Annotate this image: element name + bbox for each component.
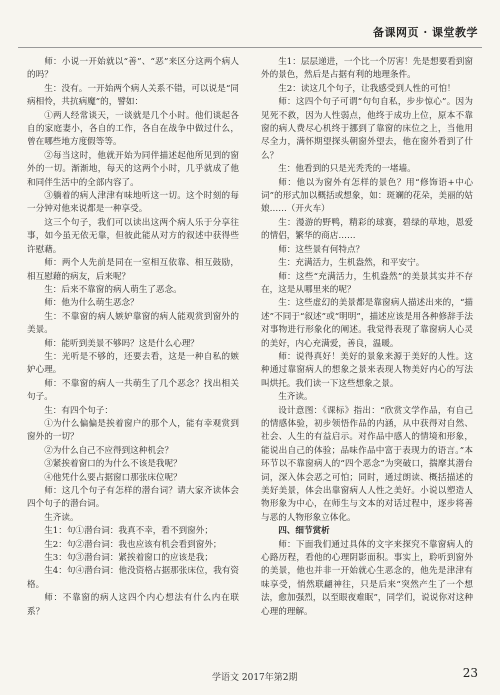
right-paragraph: 师：这四个句子可谓“句句自私，步步惊心”。因为见死不救，因为人性弱点，他终于成功上位，原本不靠窗的病人费尽心机终于挪到了靠窗的床位之上，当他用尽全力，满怀期望探头朝窗外望去，他在窗外看到了什么？ (261, 97, 473, 161)
left-paragraph: 师：两个人先前是同在一室相互依靠、相互鼓励，相互慰藉的病友，后来呢？ (27, 258, 239, 282)
left-paragraph: ③躺着的病人津津有味地听这一切。这个时刻的每一分钟对他来说都是一种享受。 (27, 191, 239, 215)
left-paragraph: 师：能听到美景不够吗？这是什么心理？ (44, 338, 199, 349)
right-paragraph: 师：这些“充满活力，生机盎然”的美景其实并不存在，这是从哪里来的呢？ (261, 271, 473, 295)
header-rule (18, 47, 482, 48)
left-paragraph: 师：这几个句子有怎样的潜台词？请大家齐读体会四个句子的潜台词。 (27, 486, 239, 510)
right-paragraph: 生2：读这几个句子，让我感受到人性的可怕！ (278, 83, 456, 94)
left-paragraph: 生：不靠窗的病人嫉妒靠窗的病人能观赏到窗外的美景。 (27, 311, 239, 336)
left-paragraph: 生3：句③潜台词：紧挨着窗口的应该是我； (44, 553, 213, 564)
right-column (261, 56, 473, 619)
right-paragraph: 生：这些虚幻的美景都是靠窗病人描述出来的，“描述”不同于“叙述”或“明明”，描述应该是用各种修辞手法对事物进行形象化的阐述。我觉得表现了靠窗病人心灵的美好，内心充满爱，善良，温暖。 (261, 298, 473, 349)
left-paragraph: 生：后来不靠窗的病人萌生了恶念。 (44, 284, 182, 295)
left-paragraph: 师：小说一开始就以“善”、“恶”来区分这两个病人的吗？ (27, 57, 239, 81)
right-paragraph: 生：充满活力，生机盎然，和平安宁。 (278, 258, 425, 269)
header-brand: 备课网页 · 课堂教学 (373, 26, 478, 39)
left-paragraph: ②为什么自己不应得到这种机会？ (44, 445, 174, 456)
right-paragraph: 设计意图：《课标》指出：“欣赏文学作品，有自己的情感体验，初步领悟作品的内涵，从中获得对自然、社会、人生的有益启示。对作品中感人的情境和形象，能说出自己的体验；品味作品中富于表现力的语言。”本环节以不靠窗病人的“四个恶念”为突破口，揣摩其潜台词，深入体会恶之可怕；同时，通过朗读、概括描述的美好美景，体会出靠窗病人人性之美好。小说以塑造人物形象为中心，在师生与文本的对话过程中，逐步将善与恶的人物形象立体化。 (261, 405, 473, 523)
left-paragraph: 师：他为什么萌生恶念？ (44, 298, 139, 309)
right-paragraph: 师：他以为窗外有怎样的景色？用“修饰语+中心词”的形式加以概括或想象，如：斑斓的花朵，美丽的姑娘……（开火车） (261, 177, 473, 215)
left-paragraph: 生1：句①潜台词：我真不幸，看不到窗外； (44, 526, 213, 537)
left-paragraph: ①为什么偏偏是挨着窗户的那个人，能有幸观赏到窗外的一切？ (27, 418, 239, 443)
left-paragraph: 生：有四个句子： (44, 405, 113, 416)
right-paragraph: 师：说得真好！美好的景象来源于美好的人性。这种通过靠窗病人的想象之景来表现人物美好内心的写法叫烘托。我们读一下这些想象之景。 (261, 351, 473, 389)
right-paragraph: 生齐读。 (278, 392, 313, 403)
page-footer (0, 660, 500, 695)
left-column (27, 56, 239, 619)
left-paragraph: ①两人经常谈天，一谈就是几个小时。他们谈起各自的家庭妻小，各自的工作，各自在战争中做过什么，曾在哪些地方度假等等。 (27, 110, 239, 148)
right-paragraph: 生：他看到的只是光秃秃的一堵墙。 (278, 164, 416, 175)
left-paragraph: 师：不靠窗的病人一共萌生了几个恶念？找出相关句子。 (27, 378, 239, 403)
left-paragraph: 生：光听是不够的，还要去看，这是一种自私的嫉妒心理。 (27, 351, 239, 376)
left-paragraph: 生齐读。 (44, 512, 79, 523)
journal-name: 学语文 2017年第2期 (212, 673, 298, 683)
right-paragraph: 生：漫游的野鸭，精彩的球赛，碧绿的草地，恩爱的情侣，繁华的商店…… (261, 217, 473, 242)
left-paragraph: ④他凭什么要占据窗口那张床位呢？ (44, 472, 182, 483)
left-paragraph: ③紧挨着窗口的为什么不该是我呢？ (44, 459, 182, 470)
right-paragraph: 生1：层层递进，一个比一个厉害！先是想要看到窗外的景色，然后是占据有利的地理条件。 (261, 57, 473, 81)
left-paragraph: ②每当这时，他就开始为同伴描述起他所见到的窗外的一切。渐渐地，每天的这两个小时，几乎就成了他和同伴生活中的全部内容了。 (27, 150, 239, 188)
left-paragraph: 生2：句②潜台词：我也应该有机会看到窗外； (44, 539, 222, 550)
page-number: 23 (462, 666, 478, 680)
left-paragraph: 师：不靠窗的病人这四个内心想法有什么内在联系？ (27, 593, 239, 617)
page-header (0, 0, 500, 52)
section-heading: 四、细节赏析 (278, 526, 330, 537)
left-paragraph: 这三个句子，我们可以读出这两个病人乐于分享往事，如今虽无依无靠，但彼此能从对方的叙述中获得些许慰藉。 (27, 217, 239, 255)
left-paragraph: 生4：句④潜台词：他没资格占据那张床位，我有资格。 (27, 566, 239, 590)
right-paragraph: 师：这些景有何特点？ (278, 244, 365, 255)
right-paragraph: 师：下面我们通过具体的文字来探究不靠窗病人的心路历程，看他的心理阴影面积。事实上，聆听到窗外的美景，他也并非一开始就心生恶念的，他先是津津有味享受，悄然联翩神往，只是后来“突然产生了一个想法，愈加强烈，以至眼夜难眠”，同学们，说说你对这种心理的理解。 (261, 539, 473, 617)
left-paragraph: 生：没有。一开始两个病人关系不错，可以说是“同病相怜，共抗病魔”的，譬如： (27, 83, 239, 108)
